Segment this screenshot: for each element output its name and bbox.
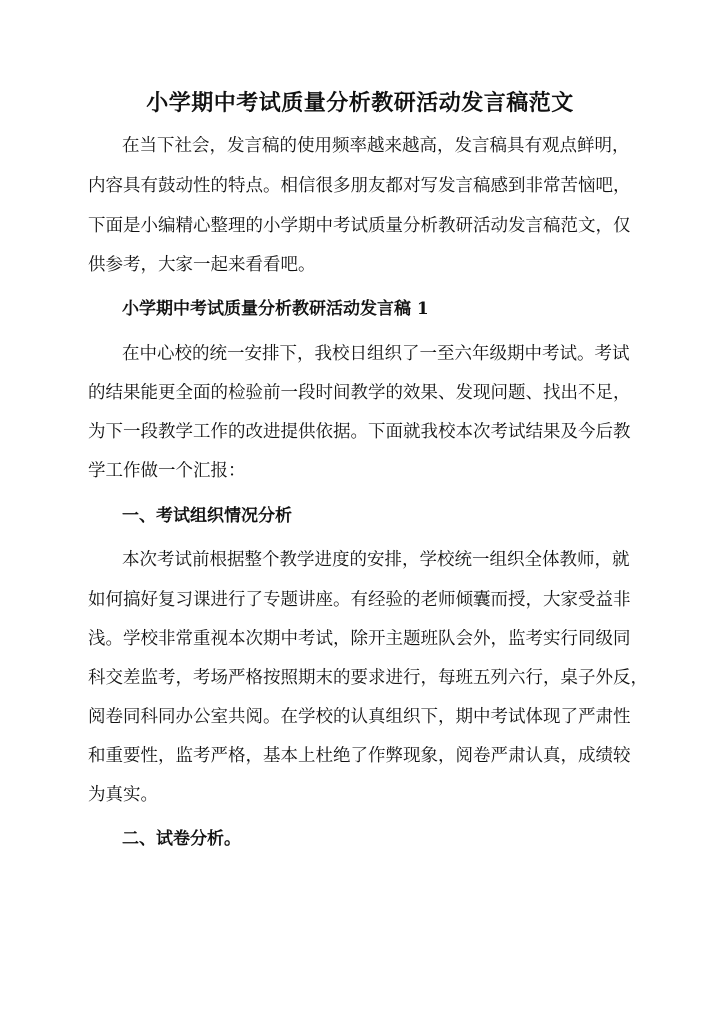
paragraph2-line-2: 如何搞好复习课进行了专题讲座。有经验的老师倾囊而授，大家受益非 [88,590,631,610]
intro-line-4: 供参考，大家一起来看看吧。 [88,255,316,275]
paragraph2-line-7: 为真实。 [88,785,158,805]
speech-subtitle: 小学期中考试质量分析教研活动发言稿 1 [122,299,429,319]
intro-line-2: 内容具有鼓动性的特点。相信很多朋友都对写发言稿感到非常苦恼吧， [88,176,631,196]
paragraph2-line-3: 浅。学校非常重视本次期中考试，除开主题班队会外，监考实行同级同 [88,629,631,649]
paragraph2-line-4: 科交差监考，考场严格按照期末的要求进行，每班五列六行，桌子外反， [88,668,648,688]
paragraph2-line-6: 和重要性，监考严格，基本上杜绝了作弊现象，阅卷严肃认真，成绩较 [88,746,631,766]
paragraph2-line-1: 本次考试前根据整个教学进度的安排，学校统一组织全体教师，就 [122,550,630,570]
section2-heading: 二、试卷分析。 [122,829,241,849]
paragraph1-line-1: 在中心校的统一安排下，我校日组织了一至六年级期中考试。考试 [122,344,630,364]
paragraph1-line-4: 学工作做一个汇报： [88,461,246,481]
paragraph1-line-3: 为下一段教学工作的改进提供依据。下面就我校本次考试结果及今后教 [88,422,631,442]
intro-line-3: 下面是小编精心整理的小学期中考试质量分析教研活动发言稿范文，仅 [88,216,631,236]
paragraph2-line-5: 阅卷同科同办公室共阅。在学校的认真组织下，期中考试体现了严肃性 [88,707,631,727]
section1-heading: 一、考试组织情况分析 [122,506,292,526]
intro-line-1: 在当下社会，发言稿的使用频率越来越高，发言稿具有观点鲜明， [122,136,630,156]
paragraph1-line-2: 的结果能更全面的检验前一段时间教学的效果、发现问题、找出不足， [88,383,631,403]
document-title: 小学期中考试质量分析教研活动发言稿范文 [146,90,574,116]
